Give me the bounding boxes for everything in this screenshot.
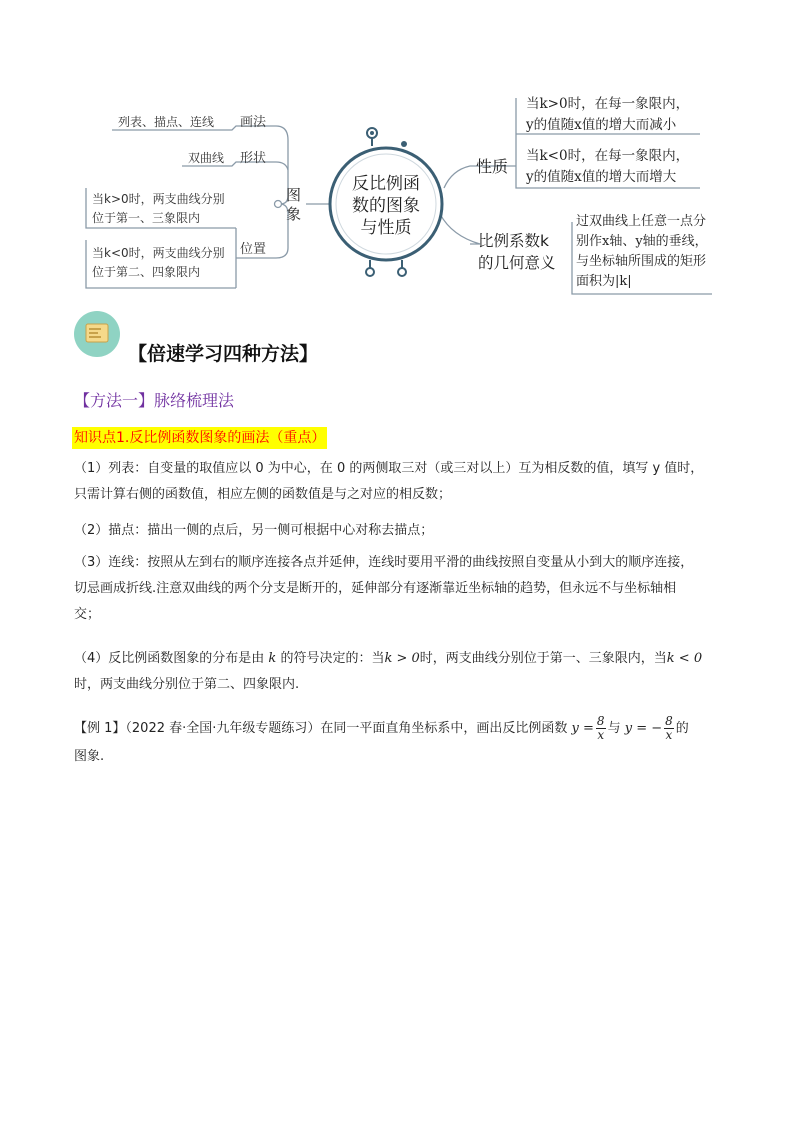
- k-detail-line-1: 过双曲线上任意一点分: [576, 214, 707, 229]
- position-negative-line-1: 当k<0时，两支曲线分别: [92, 246, 225, 260]
- property-positive-line-2: y的值随x值的增大而减小: [526, 117, 677, 133]
- p4-cond-negative: k < 0: [666, 651, 703, 666]
- p4-k: k: [268, 651, 277, 666]
- center-line-3: 与性质: [360, 218, 412, 238]
- book-icon: [74, 311, 120, 357]
- property-negative: [526, 146, 689, 188]
- formula-1-denominator: x: [597, 728, 605, 742]
- formula-1-lhs: y =: [571, 721, 594, 736]
- paragraph-3-line-3: 交；: [74, 607, 101, 622]
- formula-1-numerator: 8: [596, 714, 605, 728]
- position-positive-line-1: 当k>0时，两支曲线分别: [92, 192, 225, 206]
- k-detail-line-2: 别作x轴、y轴的垂线，: [576, 234, 708, 249]
- position-positive-line-2: 位于第一、三象限内: [92, 211, 201, 225]
- left-item-shape-detail: 双曲线: [188, 151, 225, 165]
- method-heading: [74, 388, 234, 411]
- p4-cond-positive: k > 0: [384, 651, 420, 666]
- example-text-2: 的: [675, 721, 689, 736]
- paragraph-1: [74, 456, 724, 508]
- k-label-line-1: 比例系数k: [478, 232, 549, 250]
- position-detail-positive: [92, 190, 225, 228]
- p4-text-b: 的符号决定的：当: [280, 651, 385, 666]
- k-label-line-2: 的几何意义: [478, 254, 556, 272]
- p4-text-c: 时，两支曲线分别位于第一、三象限内，当: [419, 651, 667, 666]
- paragraph-1-line-2: 只需计算右侧的函数值，相应左侧的函数值是与之对应的相反数；: [74, 487, 452, 502]
- property-negative-line-2: y的值随x值的增大而增大: [526, 169, 677, 185]
- right-k-label: [478, 230, 556, 274]
- formula-1-fraction: [596, 715, 606, 742]
- book-icon-graphic: [74, 311, 120, 357]
- example-text-1: 在同一平面直角坐标系中，画出反比例函数: [320, 721, 568, 736]
- left-item-position: 位置: [240, 242, 267, 257]
- k-detail-line-4: 面积为|k|: [576, 274, 632, 289]
- mind-map-center: [344, 173, 428, 239]
- formula-2-denominator: x: [665, 728, 673, 742]
- section-title: 【倍速学习四种方法】: [128, 343, 319, 365]
- position-negative-line-2: 位于第二、四象限内: [92, 265, 201, 279]
- k-detail: [576, 212, 708, 292]
- center-line-1: 反比例函: [352, 174, 420, 194]
- paragraph-4-line-1: [74, 646, 724, 672]
- paragraph-4-line-2: 时，两支曲线分别位于第二、四象限内.: [74, 677, 300, 692]
- k-detail-line-3: 与坐标轴所围成的矩形: [576, 254, 707, 269]
- example-prefix: 【例 1】: [74, 721, 126, 736]
- property-negative-line-1: 当k<0时，在每一象限内，: [526, 148, 690, 164]
- formula-2-numerator: 8: [665, 714, 673, 728]
- example-source: （2022 春·全国·九年级专题练习）: [125, 721, 321, 736]
- left-branch-label: 图象: [286, 186, 302, 223]
- right-property-label: 性质: [476, 157, 509, 176]
- left-item-method-detail: 列表、描点、连线: [118, 115, 215, 129]
- paragraph-2-line-1: （2）描点：描出一侧的点后，另一侧可根据中心对称去描点；: [74, 523, 434, 538]
- property-positive: [526, 94, 689, 136]
- example-line-1: [74, 714, 724, 744]
- formula-2-fraction: [664, 715, 674, 742]
- example-joiner: 与: [607, 721, 621, 736]
- example-line-2: 图象.: [74, 749, 105, 764]
- p4-text-a: （4）反比例函数图象的分布是由: [74, 651, 265, 666]
- position-detail-negative: [92, 244, 225, 282]
- paragraph-3-line-1: （3）连线：按照从左到右的顺序连接各点并延伸，连线时要用平滑的曲线按照自变量从小到大的顺序连接，: [74, 555, 694, 570]
- paragraph-3: [74, 550, 724, 628]
- example-1: [74, 714, 724, 770]
- center-line-2: 数的图象: [352, 196, 420, 216]
- property-positive-line-1: 当k>0时，在每一象限内，: [526, 96, 690, 112]
- left-item-shape: 形状: [240, 151, 267, 166]
- paragraph-4: [74, 646, 724, 698]
- method-name: 脉络梳理法: [154, 391, 235, 410]
- method-bracket: 【方法一】: [74, 391, 155, 410]
- paragraph-3-line-2: 切忌画成折线.注意双曲线的两个分支是断开的，延伸部分有逐渐靠近坐标轴的趋势，但永远不与坐标轴相: [74, 581, 677, 596]
- knowledge-point-heading: 知识点1.反比例函数图象的画法（重点）: [72, 427, 327, 449]
- mind-map: [0, 0, 794, 310]
- formula-2-lhs: y = −: [624, 721, 663, 736]
- paragraph-2: [74, 518, 724, 544]
- left-item-method: 画法: [240, 115, 267, 130]
- paragraph-1-line-1: （1）列表：自变量的取值应以 0 为中心，在 0 的两侧取三对（或三对以上）互为相反数的值，填写 y 值时，: [74, 461, 704, 476]
